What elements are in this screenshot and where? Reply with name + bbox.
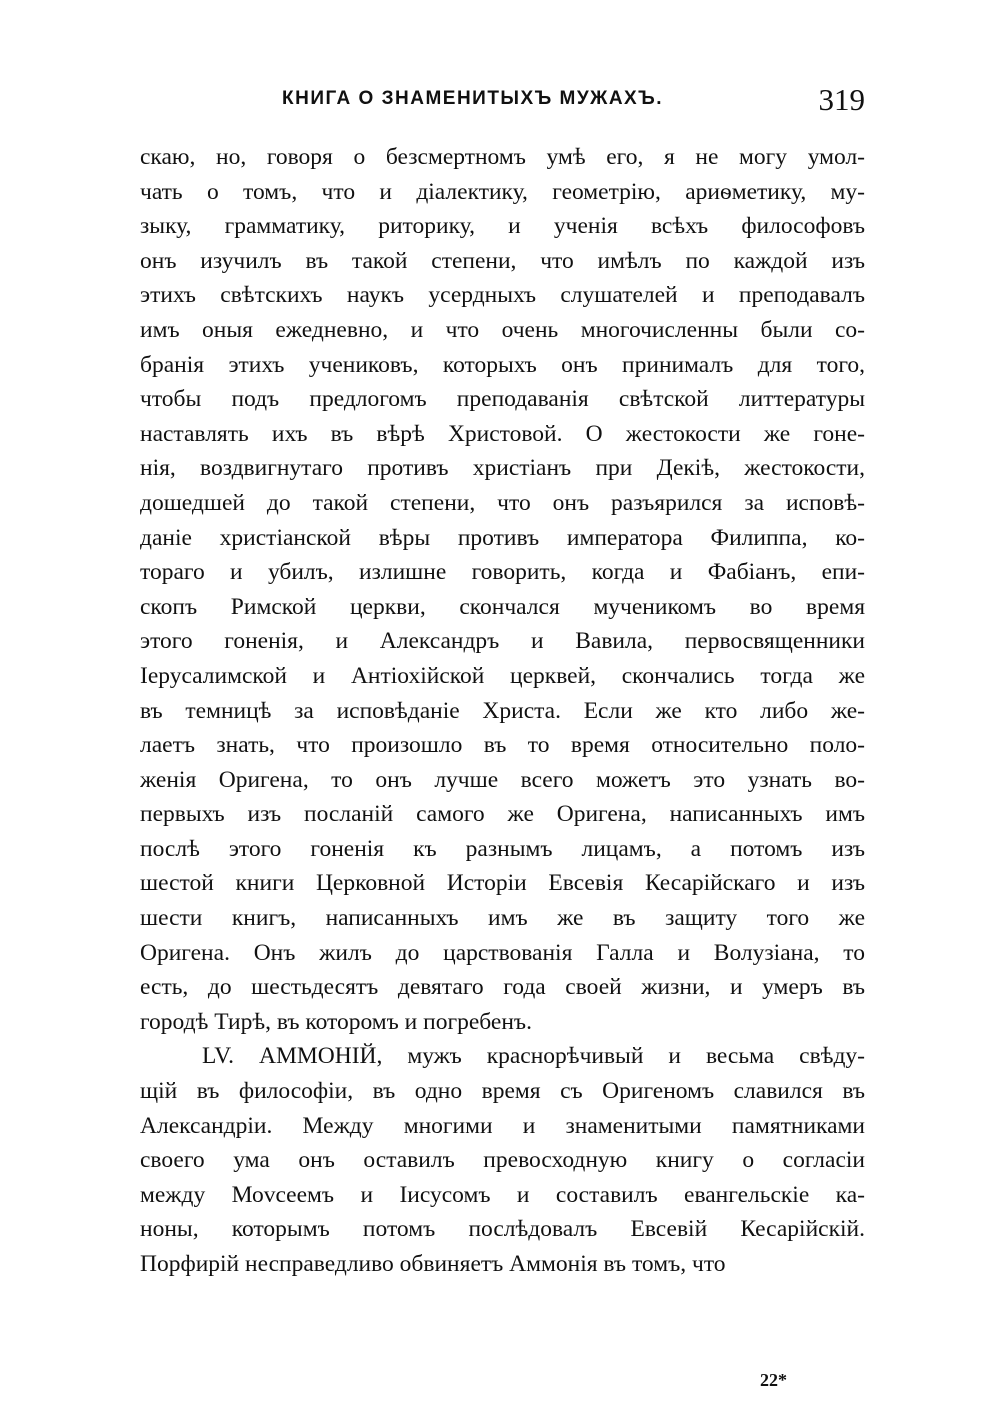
text-line: есть, до шестьдесятъ девятаго года своей жизни, и умеръ въ — [140, 974, 865, 1001]
text-line: зыку, грамматику, риторику, и ученія всѣхъ философовъ — [140, 213, 865, 240]
text-line: шестой книги Церковной Исторіи Евсевія Кесарійскаго и изъ — [140, 870, 865, 897]
text-line: лаетъ знать, что произошло въ то время относительно поло- — [140, 732, 865, 759]
text-line: скопъ Римской церкви, скончался мученикомъ во время — [140, 593, 865, 620]
body-text — [140, 140, 865, 1282]
text-line: наставлять ихъ въ вѣрѣ Христовой. О жестокости же гоне- — [140, 420, 865, 447]
page-number: 319 — [818, 82, 865, 117]
text-line: своего ума онъ оставилъ превосходную книгу о согласіи — [140, 1147, 865, 1174]
text-line: городѣ Тирѣ, въ которомъ и погребенъ. — [140, 1008, 532, 1035]
text-line: чать о томъ, что и діалектику, геометрію, ариѳметику, му- — [140, 178, 865, 205]
text-line: этихъ свѣтскихъ наукъ усердныхъ слушателей и преподавалъ — [140, 282, 865, 309]
running-header — [140, 82, 865, 122]
text-line: между Моvсеемъ и Іисусомъ и составилъ евангельскіе ка- — [140, 1181, 865, 1208]
text-line: ноны, которымъ потомъ послѣдовалъ Евсевій Кесарійскій. — [140, 1216, 865, 1243]
printer-signature-mark: 22* — [760, 1370, 787, 1390]
text-line: въ темницѣ за исповѣданіе Христа. Если же кто либо же- — [140, 697, 865, 724]
text-line: этого гоненія, и Александръ и Вавила, первосвященники — [140, 628, 865, 655]
text-line: онъ изучилъ въ такой степени, что имѣлъ по каждой изъ — [140, 247, 865, 274]
text-line: Александріи. Между многими и знаменитыми памятниками — [140, 1112, 865, 1139]
text-line: дошедшей до такой степени, что онъ разъярился за исповѣ- — [140, 489, 865, 516]
text-line: скаю, но, говоря о безсмертномъ умѣ его, я не могу умол- — [140, 144, 865, 170]
book-page — [140, 82, 865, 1282]
text-line: чтобы подъ предлогомъ преподаванія свѣтской литтературы — [140, 386, 865, 413]
text-line: щій въ философіи, въ одно время съ Оригеномъ славился въ — [140, 1078, 865, 1105]
text-line: даніе христіанской вѣры противъ императора Филиппа, ко- — [140, 524, 865, 551]
text-line: послѣ этого гоненія къ разнымъ лицамъ, а потомъ изъ — [140, 835, 865, 862]
running-title: КНИГА О ЗНАМЕНИТЫХЪ МУЖАХЪ. — [282, 88, 664, 109]
text-line: Іерусалимской и Антіохійской церквей, скончались тогда же — [140, 662, 865, 689]
text-line: шести книгъ, написанныхъ имъ же въ защиту того же — [140, 905, 865, 932]
text-line: бранія этихъ учениковъ, которыхъ онъ принималъ для того, — [140, 351, 865, 378]
text-line: нія, воздвигнутаго противъ христіанъ при Декіѣ, жестокости, — [140, 455, 865, 482]
text-line: женія Оригена, то онъ лучше всего можетъ это узнать во- — [140, 766, 865, 793]
text-line: имъ оныя ежедневно, и что очень многочисленны были со- — [140, 316, 865, 343]
text-line: тораго и убилъ, излишне говорить, когда и Фабіанъ, епи- — [140, 559, 865, 586]
text-line: первыхъ изъ посланій самого же Оригена, написанныхъ имъ — [140, 801, 865, 828]
text-line: LV. АММОНІЙ, мужъ краснорѣчивый и весьма свѣду- — [202, 1043, 865, 1070]
text-line: Оригена. Онъ жилъ до царствованія Галла и Волузіана, то — [140, 939, 865, 966]
text-line: Порфирій несправедливо обвиняетъ Аммонія въ томъ, что — [140, 1251, 726, 1277]
